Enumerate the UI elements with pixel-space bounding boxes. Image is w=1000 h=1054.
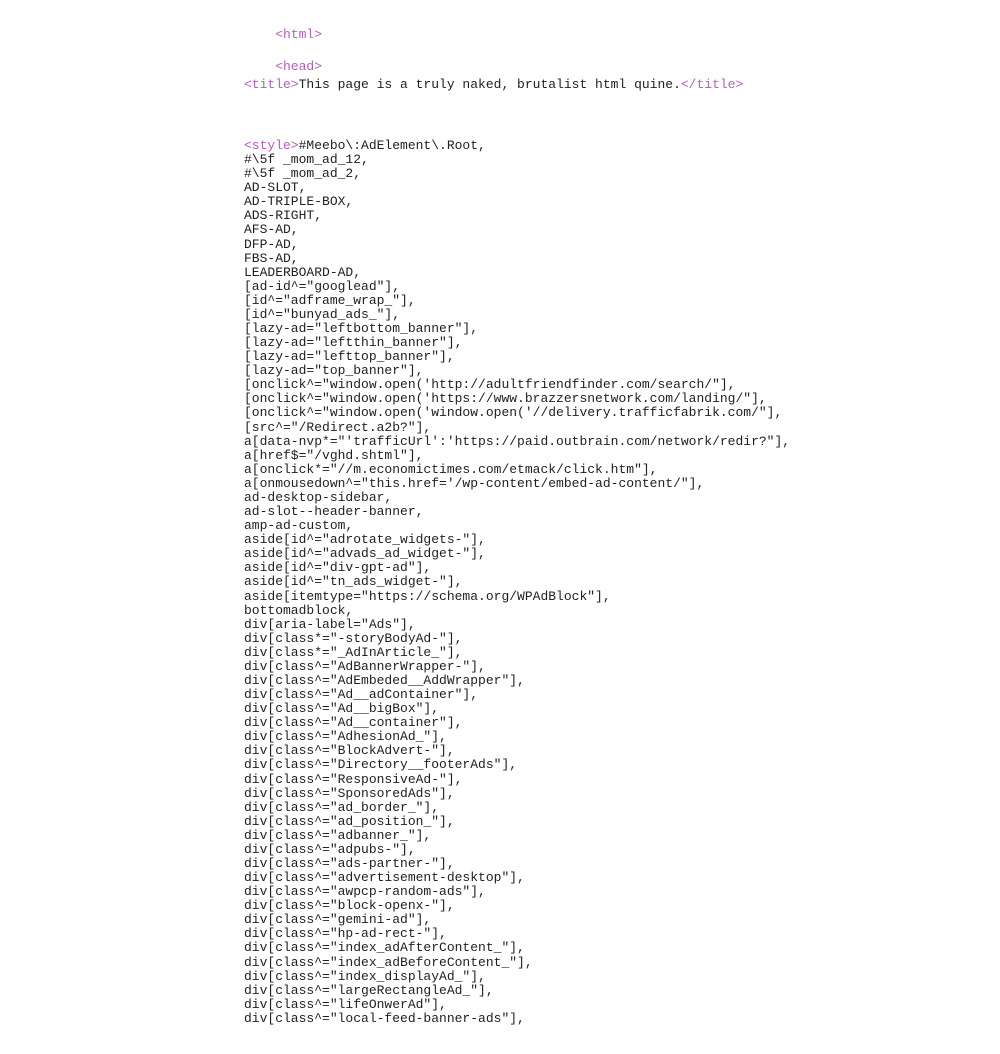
style-code-line — [244, 378, 790, 392]
style-line-text: div[class^="ad_border_"], — [244, 799, 440, 815]
style-line-text: div[class^="index_adBeforeContent_"], — [244, 954, 533, 970]
style-line-text: ad-desktop-sidebar, — [244, 489, 393, 505]
style-code-line — [244, 758, 790, 772]
style-line-text: div[class^="Ad__bigBox"], — [244, 701, 440, 717]
style-line-text: div[class^="index_displayAd_"], — [244, 968, 486, 984]
style-line-text: [lazy-ad="lefttop_banner"], — [244, 349, 455, 365]
style-code-line — [244, 941, 790, 955]
style-line-text: div[class^="Directory__footerAds"], — [244, 757, 518, 773]
style-code-line — [244, 801, 790, 815]
style-line-text: div[class^="AdBannerWrapper-"], — [244, 658, 486, 674]
style-line-text: div[class^="local-feed-banner-ads"], — [244, 1010, 525, 1026]
style-line-text: [id^="adframe_wrap_"], — [244, 292, 416, 308]
style-line-text: div[class^="hp-ad-rect-"], — [244, 926, 447, 942]
style-line-text: [ad-id^="googlead"], — [244, 278, 401, 294]
style-open-tag: <style> — [244, 138, 299, 153]
style-line-text: div[class^="ad_position_"], — [244, 813, 455, 829]
style-code-line — [244, 308, 790, 322]
style-code-line — [244, 688, 790, 702]
style-line-text: AD-TRIPLE-BOX, — [244, 194, 354, 210]
style-line-text: div[class^="adpubs-"], — [244, 841, 416, 857]
style-code-line — [244, 280, 790, 294]
style-line-text: aside[id^="tn_ads_widget-"], — [244, 574, 463, 590]
style-line-text: div[class^="ResponsiveAd-"], — [244, 771, 463, 787]
style-code-line — [244, 632, 790, 646]
style-code-line — [244, 449, 790, 463]
style-line-text: aside[itemtype="https://schema.org/WPAdBlock"], — [244, 588, 611, 604]
style-code-line — [244, 406, 790, 420]
style-code-line — [244, 223, 790, 237]
style-line-text: [id^="bunyad_ads_"], — [244, 306, 401, 322]
style-code-line — [244, 463, 790, 477]
style-line-text: a[href$="/vghd.shtml"], — [244, 447, 424, 463]
style-line-text: div[class^="ads-partner-"], — [244, 855, 455, 871]
style-code-line — [244, 744, 790, 758]
style-line-text: [onclick^="window.open('http://adultfriendfinder.com/search/"], — [244, 377, 736, 393]
style-code-line — [244, 998, 790, 1012]
style-line-text: div[class^="BlockAdvert-"], — [244, 743, 455, 759]
style-code-line — [244, 913, 790, 927]
style-line-text: div[class^="advertisement-desktop"], — [244, 870, 525, 886]
style-code-line — [244, 294, 790, 308]
style-code-line — [244, 322, 790, 336]
style-code-line — [244, 209, 790, 223]
style-code-line — [244, 773, 790, 787]
style-line-text: div[class^="Ad__adContainer"], — [244, 687, 479, 703]
style-code-line — [244, 984, 790, 998]
html-open-tag: <html> — [275, 27, 323, 42]
style-code-line — [244, 899, 790, 913]
style-line-text: #\5f _mom_ad_12, — [244, 152, 369, 168]
style-line-text: [onclick^="window.open('https://www.brazzersnetwork.com/landing/"], — [244, 391, 767, 407]
style-code-line — [244, 195, 790, 209]
style-line-text: [lazy-ad="leftbottom_banner"], — [244, 321, 479, 337]
style-line-text: div[class*="_AdInArticle_"], — [244, 644, 463, 660]
style-line-text: ADS-RIGHT, — [244, 208, 323, 224]
style-code-line — [244, 970, 790, 984]
style-code-line — [244, 533, 790, 547]
style-line-text: div[class^="gemini-ad"], — [244, 912, 432, 928]
style-code-line — [244, 871, 790, 885]
style-line-text: div[aria-label="Ads"], — [244, 616, 416, 632]
style-code-line — [244, 392, 790, 406]
style-code-line — [244, 604, 790, 618]
style-line-text: bottomadblock, — [244, 602, 354, 618]
style-line-text: div[class^="SponsoredAds"], — [244, 785, 455, 801]
style-line-text: div[class*="-storyBodyAd-"], — [244, 630, 463, 646]
style-line-text: div[class^="Ad__container"], — [244, 715, 463, 731]
style-code-line — [244, 815, 790, 829]
title-line — [244, 78, 743, 92]
style-code-line — [244, 787, 790, 801]
style-code-line — [244, 435, 790, 449]
style-code-line — [244, 618, 790, 632]
style-line-text: FBS-AD, — [244, 250, 299, 266]
style-line-text: div[class^="AdhesionAd_"], — [244, 729, 447, 745]
style-code-line — [244, 252, 790, 266]
style-line-text: [onclick^="window.open('window.open('//delivery.trafficfabrik.com/"], — [244, 405, 783, 421]
style-line-text: div[class^="lifeOnwerAd"], — [244, 996, 447, 1012]
head-open-tag: <head> — [275, 59, 323, 74]
style-line-text: #\5f _mom_ad_2, — [244, 166, 362, 182]
title-open-tag: <title> — [244, 77, 299, 92]
style-code-line — [244, 167, 790, 181]
title-close-tag: </title> — [680, 77, 744, 92]
style-code-line — [244, 153, 790, 167]
style-code-line — [244, 266, 790, 280]
style-code-line — [244, 505, 790, 519]
style-code-line — [244, 716, 790, 730]
style-code-line — [244, 477, 790, 491]
style-code-line — [244, 238, 790, 252]
style-line-text: [src^="/Redirect.a2b?"], — [244, 419, 432, 435]
style-code-line — [244, 575, 790, 589]
style-code-line — [244, 730, 790, 744]
style-line-text: div[class^="largeRectangleAd_"], — [244, 982, 494, 998]
style-code-line — [244, 885, 790, 899]
style-code-line — [244, 1012, 790, 1026]
style-line-text: #Meebo\:AdElement\.Root, — [298, 138, 486, 153]
style-code-line — [244, 702, 790, 716]
style-code-line — [244, 350, 790, 364]
style-code-line — [244, 519, 790, 533]
style-line-text: div[class^="AdEmbeded__AddWrapper"], — [244, 672, 525, 688]
style-line-text: div[class^="adbanner_"], — [244, 827, 432, 843]
style-line-text: ad-slot--header-banner, — [244, 504, 424, 520]
style-code-line — [244, 660, 790, 674]
style-line-text: [lazy-ad="top_banner"], — [244, 363, 424, 379]
style-code-line — [244, 336, 790, 350]
style-code-lines — [244, 139, 790, 1026]
style-line-text: a[data-nvp*="'trafficUrl':'https://paid.outbrain.com/network/redir?"], — [244, 433, 791, 449]
style-code-line — [244, 646, 790, 660]
style-code-line — [244, 829, 790, 843]
style-code-line — [244, 927, 790, 941]
style-code-line — [244, 364, 790, 378]
style-line-text: amp-ad-custom, — [244, 518, 354, 534]
style-line-text: AFS-AD, — [244, 222, 299, 238]
style-code-line — [244, 547, 790, 561]
style-code-line — [244, 421, 790, 435]
style-line-text: [lazy-ad="leftthin_banner"], — [244, 335, 463, 351]
style-code-line — [244, 561, 790, 575]
style-code-line — [244, 956, 790, 970]
style-code-line — [244, 181, 790, 195]
style-line-text: AD-SLOT, — [244, 180, 307, 196]
style-line-text: DFP-AD, — [244, 236, 299, 252]
style-line-text: a[onmousedown^="this.href='/wp-content/embed-ad-content/"], — [244, 475, 705, 491]
style-line-text: div[class^="awpcp-random-ads"], — [244, 884, 486, 900]
style-line-text: aside[id^="div-gpt-ad"], — [244, 560, 432, 576]
style-line-text: LEADERBOARD-AD, — [244, 264, 362, 280]
style-code-line — [244, 491, 790, 505]
style-code-line — [244, 590, 790, 604]
style-block — [244, 111, 790, 1054]
style-code-line — [244, 843, 790, 857]
page-title-text: This page is a truly naked, brutalist html quine. — [298, 77, 681, 92]
style-code-line — [244, 674, 790, 688]
style-code-line — [244, 857, 790, 871]
style-line-text: div[class^="block-openx-"], — [244, 898, 455, 914]
style-line-text: aside[id^="adrotate_widgets-"], — [244, 532, 486, 548]
style-line-text: a[onclick*="//m.economictimes.com/etmack/click.htm"], — [244, 461, 658, 477]
style-line-text: div[class^="index_adAfterContent_"], — [244, 940, 525, 956]
style-code-line — [244, 139, 790, 153]
style-line-text: aside[id^="advads_ad_widget-"], — [244, 546, 486, 562]
